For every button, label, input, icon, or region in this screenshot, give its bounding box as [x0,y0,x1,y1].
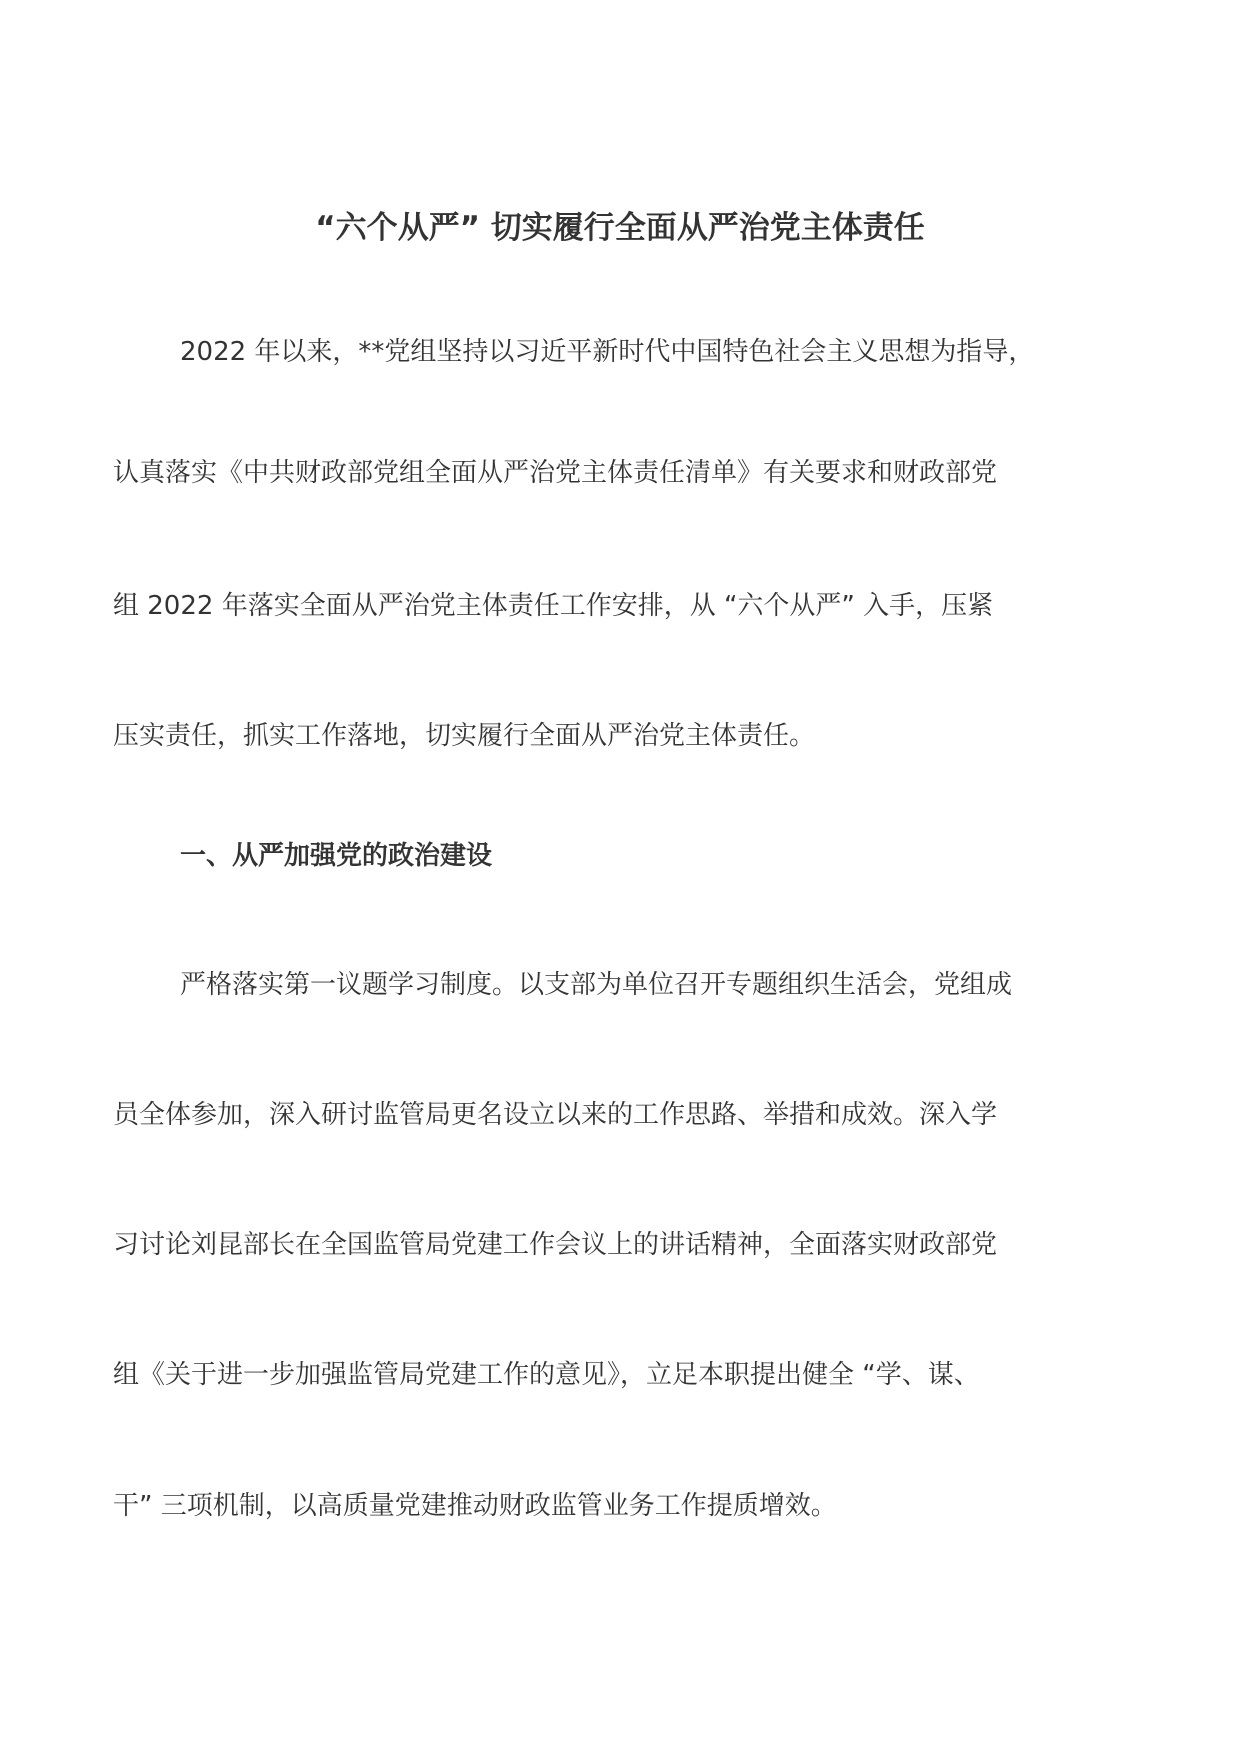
intro-line: 认真落实《中共财政部党组全面从严治党主体责任清单》有关要求和财政部党 [113,458,998,488]
section-line: 习讨论刘昆部长在全国监管局党建工作会议上的讲话精神，全面落实财政部党 [113,1230,998,1260]
section-line: 员全体参加，深入研讨监管局更名设立以来的工作思路、举措和成效。深入学 [113,1100,998,1130]
intro-line: 2022 年以来，**党组坚持以习近平新时代中国特色社会主义思想为指导， [180,337,1035,367]
section-line: 严格落实第一议题学习制度。以支部为单位召开专题组织生活会，党组成 [180,970,1013,1000]
section-line: 组《关于进一步加强监管局党建工作的意见》，立足本职提出健全 “学、谋、 [113,1360,980,1390]
section-heading: 一、从严加强党的政治建设 [180,841,493,871]
intro-line: 组 2022 年落实全面从严治党主体责任工作安排，从 “六个从严” 入手，压紧 [113,591,994,621]
section-line: 干” 三项机制，以高质量党建推动财政监管业务工作提质增效。 [113,1491,837,1521]
document-title: “六个从严” 切实履行全面从严治党主体责任 [315,210,925,246]
intro-line: 压实责任，抓实工作落地，切实履行全面从严治党主体责任。 [113,721,816,751]
